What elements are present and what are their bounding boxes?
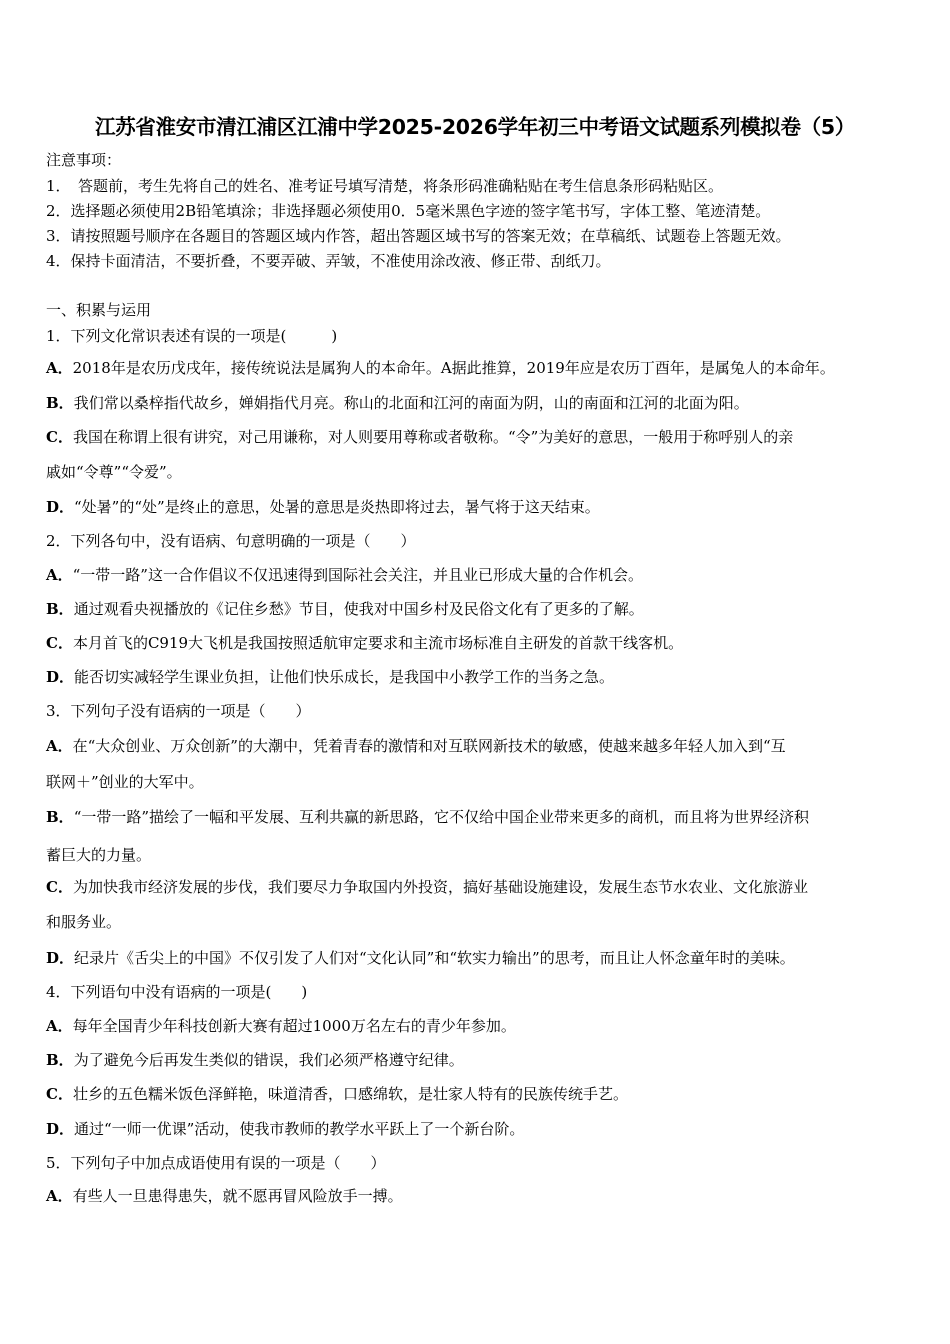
option-line	[46, 772, 204, 792]
notice-heading: 注意事项：	[46, 151, 122, 169]
option-letter: D．	[46, 1120, 75, 1138]
option-text: 为了避免今后再发生类似的错误，我们必须严格遵守纪律。	[73, 1051, 464, 1069]
option-letter: A．	[46, 737, 73, 755]
option-line	[46, 912, 121, 932]
option-text: 通过“一师一优课”活动，使我市教师的教学水平跃上了一个新台阶。	[74, 1120, 525, 1138]
option-line	[46, 877, 808, 897]
option-letter: B．	[46, 394, 74, 412]
option-text: 能否切实减轻学生课业负担，让他们快乐成长，是我国中小教学工作的当务之急。	[74, 668, 615, 686]
option-letter: B．	[46, 1051, 74, 1069]
option-line	[46, 427, 793, 447]
option-text: 为加快我市经济发展的步伐，我们要尽力争取国内外投资，搞好基础设施建设，发展生态节水农业、文化旅游业	[72, 878, 808, 896]
option-text: 2018年是农历戊戌年，接传统说法是属狗人的本命年。A据此推算，2019年应是农历丁酉年，是属兔人的本命年。	[72, 359, 835, 377]
option-text: 有些人一旦患得患失，就不愿再冒风险放手一搏。	[72, 1187, 403, 1205]
option-text: 壮乡的五色糯米饭色泽鲜艳，味道清香，口感绵软，是壮家人特有的民族传统手艺。	[72, 1085, 628, 1103]
notice-item: 2．选择题必须使用2B铅笔填涂；非选择题必须使用0．5毫米黑色字迹的签字笔书写，字体工整、笔迹清楚。	[46, 202, 771, 220]
question-stem: 4．下列语句中没有语病的一项是( )	[46, 983, 308, 1001]
section-heading: 一、积累与运用	[46, 301, 152, 319]
option-letter: D．	[46, 668, 75, 686]
option-letter: C．	[46, 634, 73, 652]
option-text: 本月首飞的C919大飞机是我国按照适航审定要求和主流市场标准自主研发的首款干线客机。	[72, 634, 684, 652]
option-text: 戚如“令尊”“令爱”。	[46, 463, 182, 481]
option-line	[46, 736, 786, 756]
option-letter: B．	[46, 600, 74, 618]
option-line	[46, 497, 600, 517]
option-line	[46, 667, 614, 687]
option-text: 和服务业。	[46, 913, 122, 931]
option-letter: A．	[46, 359, 73, 377]
option-letter: A．	[46, 566, 73, 584]
option-line	[46, 1119, 524, 1139]
option-line	[46, 1186, 403, 1206]
option-line	[46, 565, 643, 585]
option-text: “处暑”的“处”是终止的意思，处暑的意思是炎热即将过去，暑气将于这天结束。	[74, 498, 600, 516]
option-text: 我们常以桑梓指代故乡，婵娟指代月亮。称山的北面和江河的南面为阴，山的南面和江河的北面为阳。	[73, 394, 749, 412]
option-text: 联网＋”创业的大军中。	[46, 773, 204, 791]
question-stem: 3．下列句子没有语病的一项是（ ）	[46, 702, 311, 720]
option-text: 纪录片《舌尖上的中国》不仅引发了人们对“文化认同”和“软实力输出”的思考，而且让人怀念童年时的美味。	[74, 949, 795, 967]
option-letter: A．	[46, 1187, 73, 1205]
option-letter: C．	[46, 428, 73, 446]
option-line	[46, 358, 835, 378]
option-letter: A．	[46, 1017, 73, 1035]
option-letter: C．	[46, 1085, 73, 1103]
option-line	[46, 1050, 464, 1070]
option-text: “一带一路”这一合作倡议不仅迅速得到国际社会关注，并且业已形成大量的合作机会。	[72, 566, 643, 584]
question-stem: 2．下列各句中，没有语病、句意明确的一项是（ ）	[46, 532, 416, 550]
notice-item: 1． 答题前，考生先将自己的姓名、准考证号填写清楚，将条形码准确粘贴在考生信息条形码粘贴区。	[46, 177, 724, 195]
option-line	[46, 393, 749, 413]
option-line	[46, 807, 809, 827]
page-title: 江苏省淮安市清江浦区江浦中学2025-2026学年初三中考语文试题系列模拟卷（5）	[94, 115, 856, 139]
option-line	[46, 1084, 628, 1104]
option-text: 在“大众创业、万众创新”的大潮中，凭着青春的激情和对互联网新技术的敏感，使越来越多年轻人加入到“互	[72, 737, 786, 755]
option-line	[46, 948, 795, 968]
option-line	[46, 845, 151, 865]
question-stem: 1．下列文化常识表述有误的一项是( )	[46, 327, 338, 345]
option-text: 每年全国青少年科技创新大赛有超过1000万名左右的青少年参加。	[72, 1017, 516, 1035]
option-line	[46, 1016, 516, 1036]
option-letter: D．	[46, 949, 75, 967]
option-line	[46, 633, 683, 653]
option-line	[46, 599, 644, 619]
option-text: “一带一路”描绘了一幅和平发展、互利共赢的新思路，它不仅给中国企业带来更多的商机，而且将为世界经济积	[73, 808, 810, 826]
option-letter: C．	[46, 878, 73, 896]
option-text: 通过观看央视播放的《记住乡愁》节目，使我对中国乡村及民俗文化有了更多的了解。	[73, 600, 644, 618]
notice-item: 4．保持卡面清洁，不要折叠，不要弄破、弄皱，不准使用涂改液、修正带、刮纸刀。	[46, 252, 611, 270]
option-line	[46, 462, 182, 482]
option-text: 我国在称谓上很有讲究，对己用谦称，对人则要用尊称或者敬称。“令”为美好的意思，一般用于称呼别人的亲	[72, 428, 794, 446]
notice-item: 3．请按照题号顺序在各题目的答题区域内作答，超出答题区域书写的答案无效；在草稿纸、试题卷上答题无效。	[46, 227, 791, 245]
option-text: 蓄巨大的力量。	[46, 846, 152, 864]
option-letter: B．	[46, 808, 74, 826]
question-stem: 5．下列句子中加点成语使用有误的一项是（ ）	[46, 1154, 386, 1172]
option-letter: D．	[46, 498, 75, 516]
